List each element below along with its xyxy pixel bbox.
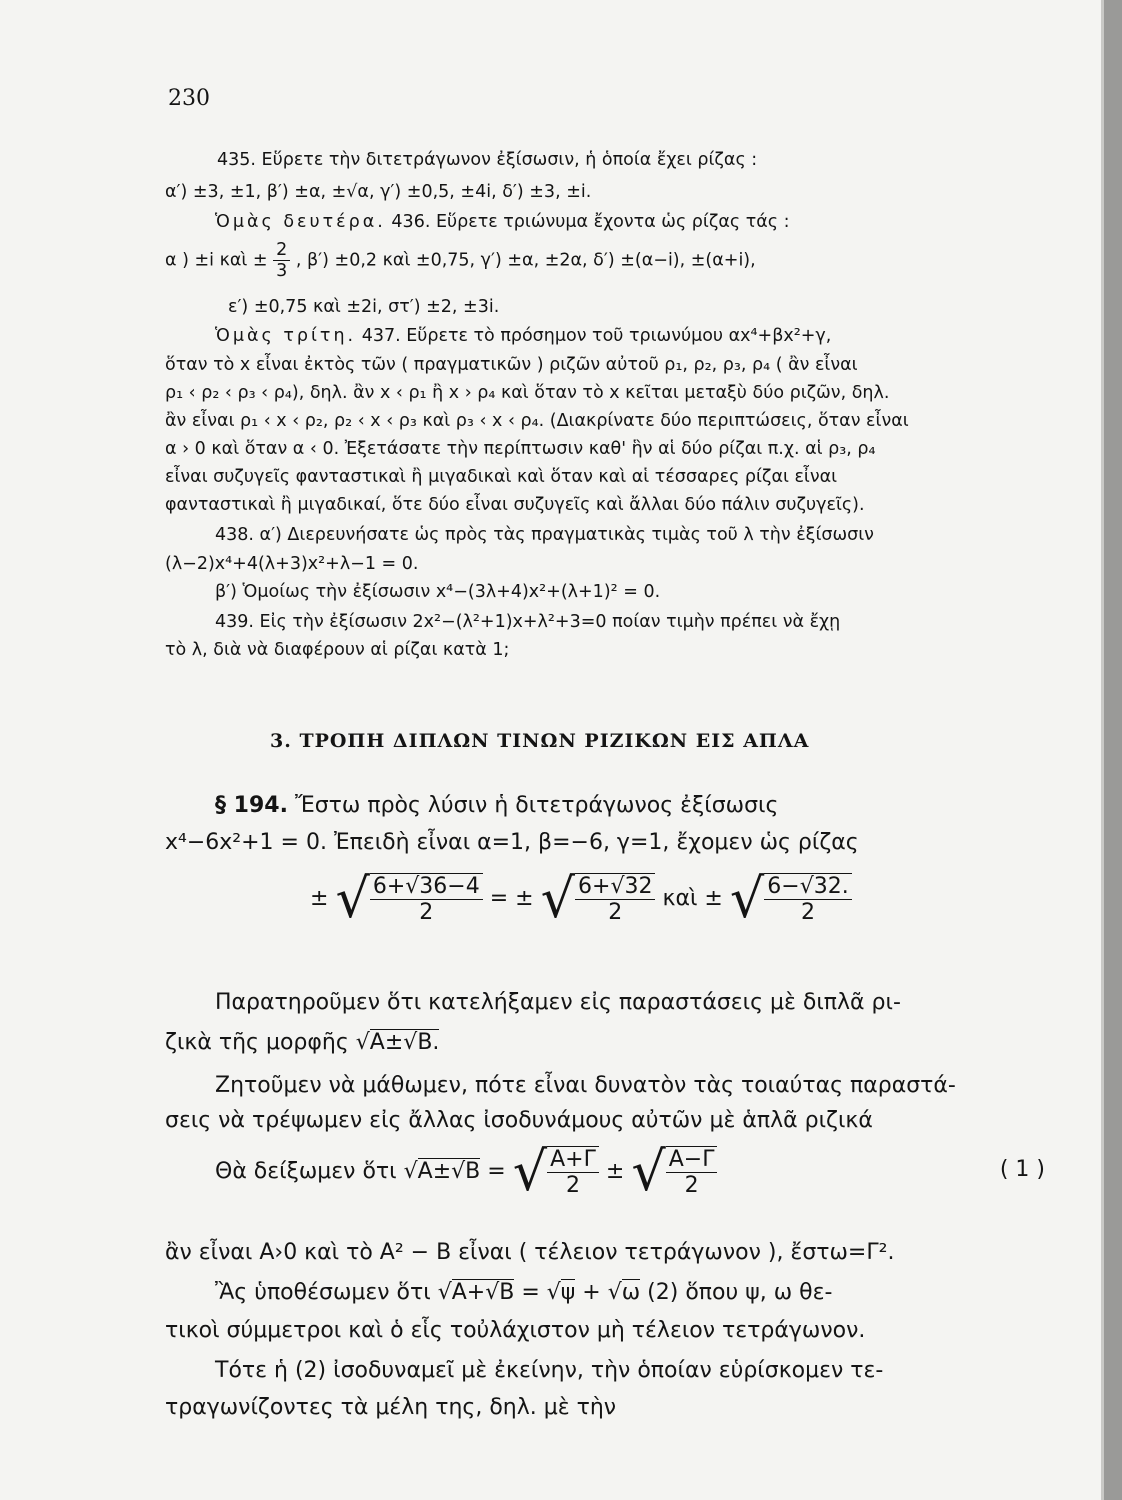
radical-1-denominator: 2 <box>419 900 434 925</box>
radical-sign-icon: √ <box>335 867 370 930</box>
group2-text: 436. Εὕρετε τριώνυμα ἔχοντα ὡς ρίζας τάς : <box>391 212 790 232</box>
supposition-line1: Ἂς ὑποθέσωμεν ὅτι √A+√B = √ψ + √ω (2) ὅπου ψ, ω θε- <box>215 1280 833 1305</box>
formula2-eq: = <box>487 1159 506 1184</box>
formula-pm-2: ± <box>704 886 723 911</box>
double-radical-1 <box>335 867 482 930</box>
group3-line6: εἶναι συζυγεῖς φανταστικαὶ ἢ μιγαδικαὶ καὶ ὅταν καὶ αἱ τέσσαρες ρίζαι εἶναι <box>165 467 838 487</box>
group3-line1 <box>215 326 831 346</box>
group2-line-b: ε′) ±0,75 καὶ ±2i, στ′) ±2, ±3i. <box>228 297 500 317</box>
ex439-line2: τὸ λ, διὰ νὰ διαφέρουν αἱ ρίζαι κατὰ 1; <box>165 640 510 660</box>
condition-line: ἂν εἶναι A›0 καὶ τὸ A² − B εἶναι ( τέλειον τετράγωνον ), ἔστω=Γ². <box>165 1240 895 1265</box>
supposition-line2: τικοὶ σύμμετροι καὶ ὁ εἷς τοὐλάχιστον μὴ τέλειον τετράγωνον. <box>165 1318 866 1343</box>
radical-1-numerator: 6+√36−4 <box>370 874 483 900</box>
form-b-part: B. <box>417 1030 440 1055</box>
radical-sign-icon: √ <box>729 867 765 930</box>
radical-sign-icon: √ <box>512 1140 548 1203</box>
ex438-line1: 438. α′) Διερευνήσατε ὡς πρὸς τὰς πραγματικὰς τιμὰς τοῦ λ τὴν ἐξίσωσιν <box>215 525 874 545</box>
fraction-two-thirds <box>273 240 290 281</box>
formula2-pre: Θὰ δείξωμεν ὅτι <box>215 1159 397 1184</box>
group2-line-a <box>165 240 756 281</box>
group2-line-a-pre: α ) ±i καὶ ± <box>165 250 268 271</box>
supposition-omega: ω <box>621 1280 641 1305</box>
ex438-line2: (λ−2)x⁴+4(λ+3)x²+λ−1 = 0. <box>165 554 419 574</box>
group3-text: 437. Εὕρετε τὸ πρόσημον τοῦ τριωνύμου αx⁴+βx²+γ, <box>361 326 832 346</box>
radical-2-numerator: 6+√32 <box>575 874 655 900</box>
formula2-lhs-b: B <box>465 1159 481 1184</box>
formula2-lhs-a: A± <box>417 1159 452 1184</box>
formula2-radical-1 <box>512 1140 599 1203</box>
ex435-line1: 435. Εὕρετε τὴν διτετράγωνον ἐξίσωσιν, ἡ ὁποία ἔχει ρίζας : <box>217 150 758 170</box>
ex439-line1: 439. Εἰς τὴν ἐξίσωσιν 2x²−(λ²+1)x+λ²+3=0 ποίαν τιμὴν πρέπει νὰ ἔχῃ <box>215 612 841 632</box>
double-radical-2 <box>540 867 656 930</box>
supposition-lhs: √A+√B <box>437 1280 515 1305</box>
then-line1: Τότε ἡ (2) ἰσοδυναμεῖ μὲ ἐκείνην, τὴν ὁποίαν εὑρίσκομεν τε- <box>215 1358 884 1383</box>
group3-line3: ρ₁ ‹ ρ₂ ‹ ρ₃ ‹ ρ₄), δηλ. ἂν x ‹ ρ₁ ἢ x › ρ₄ καὶ ὅταν τὸ x κεῖται μεταξὺ δύο ριζῶν, δηλ. <box>165 383 890 403</box>
supposition-a: A+ <box>451 1280 486 1305</box>
ex438-line3: β′) Ὁμοίως τὴν ἐξίσωσιν x⁴−(3λ+4)x²+(λ+1)² = 0. <box>215 582 661 602</box>
fraction-denominator: 3 <box>276 261 288 281</box>
goal-line2: σεις νὰ τρέψωμεν εἰς ἄλλας ἰσοδυνάμους αὐτῶν μὲ ἁπλᾶ ριζικά <box>165 1108 873 1133</box>
supposition-eq: = <box>514 1280 547 1305</box>
group2-line <box>215 212 790 232</box>
radical-3-numerator: 6−√32. <box>764 874 851 900</box>
group2-label: Ὁμὰς δευτέρα. <box>215 212 386 232</box>
supposition-plus: + <box>575 1280 608 1305</box>
goal-line1: Ζητοῦμεν νὰ μάθωμεν, πότε εἶναι δυνατὸν τὰς τοιαύτας παραστά- <box>215 1073 956 1098</box>
ex435-line2: α′) ±3, ±1, β′) ±α, ±√α, γ′) ±0,5, ±4i, δ′) ±3, ±i. <box>165 182 592 202</box>
formula2-den2: 2 <box>684 1173 699 1198</box>
radical-3-denominator: 2 <box>800 900 815 925</box>
double-radical-3 <box>729 867 852 930</box>
formula2-num1: A+Γ <box>547 1147 599 1173</box>
para194-text: Ἔστω πρὸς λύσιν ἡ διτετράγωνος ἐξίσωσις <box>294 793 779 818</box>
supposition-post: (2) ὅπου ψ, ω θε- <box>640 1280 833 1305</box>
formula2-num2: A−Γ <box>666 1147 718 1173</box>
para194-line1 <box>215 793 778 818</box>
formula-identity <box>215 1140 1045 1203</box>
para194-label: § 194. <box>215 793 288 818</box>
page-edge-shadow <box>1104 0 1122 1500</box>
supposition-b: B <box>499 1280 515 1305</box>
radical-sign-icon: √ <box>540 867 576 930</box>
section-heading: 3. ΤΡΟΠΗ ΔΙΠΛΩΝ ΤΙΝΩΝ ΡΙΖΙΚΩΝ ΕΙΣ ΑΠΛΑ <box>270 730 810 752</box>
nested-radical-form: √A±√B. <box>355 1030 440 1055</box>
formula-roots <box>310 867 852 930</box>
observation-line2 <box>165 1030 439 1055</box>
group3-label: Ὁμὰς τρίτη. <box>215 326 357 346</box>
supposition-psi: ψ <box>560 1280 576 1305</box>
radical-2-denominator: 2 <box>608 900 623 925</box>
then-line2: τραγωνίζοντες τὰ μέλη της, δηλ. μὲ τὴν <box>165 1395 617 1420</box>
group3-line2: ὅταν τὸ x εἶναι ἐκτὸς τῶν ( πραγματικῶν ) ριζῶν αὐτοῦ ρ₁, ρ₂, ρ₃, ρ₄ ( ἂν εἶναι <box>165 355 858 375</box>
formula2-lhs: √A±√B <box>403 1159 481 1184</box>
page-edge-line <box>1101 0 1104 1500</box>
formula2-pm: ± <box>605 1159 625 1184</box>
formula2-den1: 2 <box>566 1173 580 1198</box>
supposition-pre: Ἂς ὑποθέσωμεν ὅτι <box>215 1280 431 1305</box>
group2-line-a-post: , β′) ±0,2 καὶ ±0,75, γ′) ±α, ±2α, δ′) ±(α−i), ±(α+i), <box>295 250 756 271</box>
formula-eq: = ± <box>489 886 534 911</box>
group3-line4: ἂν εἶναι ρ₁ ‹ x ‹ ρ₂, ρ₂ ‹ x ‹ ρ₃ καὶ ρ₃ ‹ x ‹ ρ₄. (Διακρίνατε δύο περιπτώσεις, ὅταν εἶναι <box>165 411 909 431</box>
para194-line2: x⁴−6x²+1 = 0. Ἐπειδὴ εἶναι α=1, β=−6, γ=1, ἔχομεν ὡς ρίζας <box>165 830 859 855</box>
form-a-part: A± <box>369 1030 404 1055</box>
page-number: 230 <box>168 86 210 111</box>
equation-tag-1: ( 1 ) <box>999 1157 1045 1182</box>
formula-and: καὶ <box>662 886 698 911</box>
group3-line5: α › 0 καὶ ὅταν α ‹ 0. Ἐξετάσατε τὴν περίπτωσιν καθ' ἣν αἱ δύο ρίζαι π.χ. αἱ ρ₃, ρ₄ <box>165 439 876 459</box>
formula-pm-1: ± <box>310 886 329 911</box>
fraction-numerator: 2 <box>273 240 290 261</box>
observation-line1: Παρατηροῦμεν ὅτι κατελήξαμεν εἰς παραστάσεις μὲ διπλᾶ ρι- <box>215 990 901 1015</box>
observation-line2-text: ζικὰ τῆς μορφῆς <box>165 1030 349 1055</box>
radical-sign-icon: √ <box>631 1140 666 1203</box>
formula2-radical-2 <box>631 1140 717 1203</box>
group3-line7: φανταστικαὶ ἢ μιγαδικαί, ὅτε δύο εἶναι συζυγεῖς καὶ ἄλλαι δύο πάλιν συζυγεῖς). <box>165 495 865 515</box>
